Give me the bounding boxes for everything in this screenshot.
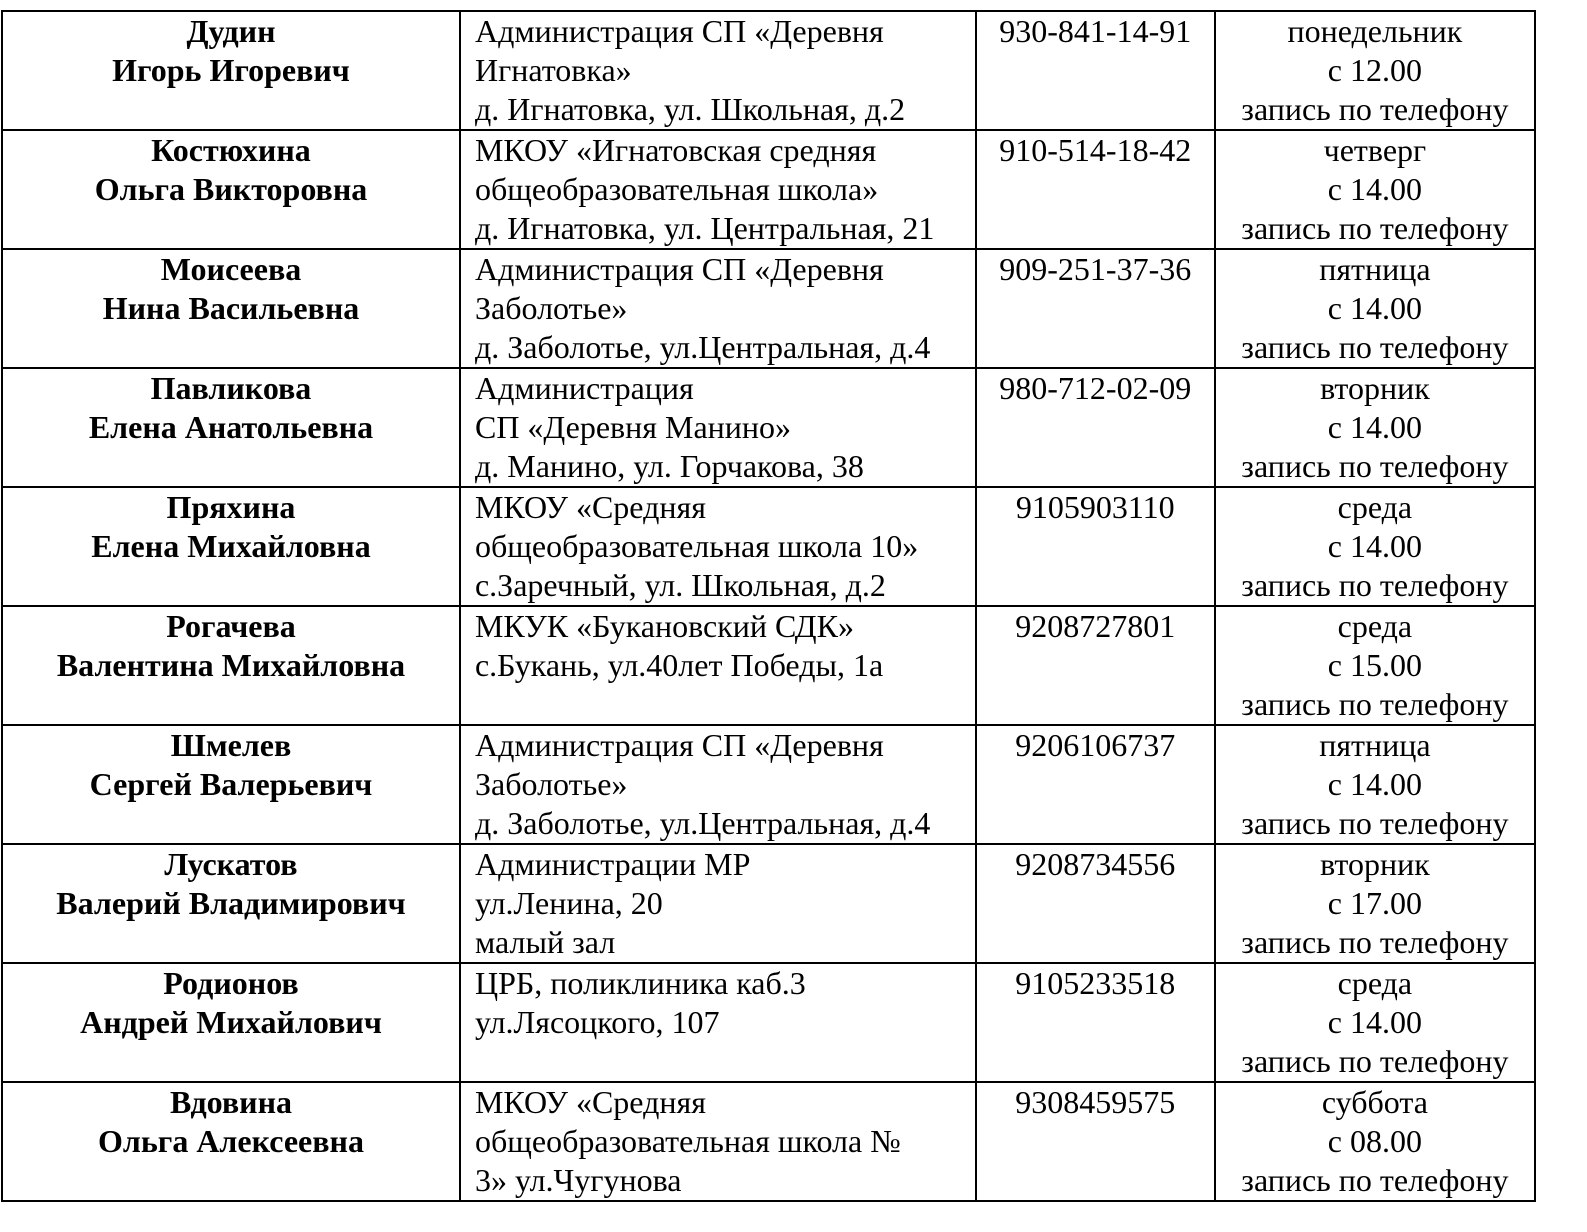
location-cell: [460, 249, 976, 368]
phone-cell: [976, 1082, 1215, 1201]
location-line: Заболотье»: [474, 766, 628, 802]
phone-number: 930-841-14-91: [999, 13, 1192, 49]
location-line: МКОУ «Средняя: [474, 489, 706, 525]
schedule-cell: [1215, 368, 1535, 487]
location-line: с.Букань, ул.40лет Победы, 1а: [474, 647, 884, 683]
location-line: д. Манино, ул. Горчакова, 38: [474, 448, 864, 484]
person-given-names: Валентина Михайловна: [56, 647, 406, 683]
table-row: [2, 130, 1535, 249]
location-line: ЦРБ, поликлиника каб.3: [474, 965, 806, 1001]
schedule-time: с 14.00: [1327, 171, 1422, 207]
schedule-day: четверг: [1323, 132, 1427, 168]
phone-cell: [976, 487, 1215, 606]
schedule-cell: [1215, 606, 1535, 725]
schedule-day: пятница: [1319, 251, 1431, 287]
person-surname: Лускатов: [164, 846, 298, 882]
schedule-day: пятница: [1319, 727, 1431, 763]
person-surname: Павликова: [150, 370, 312, 406]
location-cell: [460, 1082, 976, 1201]
schedule-cell: [1215, 249, 1535, 368]
schedule-cell: [1215, 725, 1535, 844]
table-row: [2, 725, 1535, 844]
location-line: Заболотье»: [474, 290, 628, 326]
schedule-note: запись по телефону: [1241, 1162, 1509, 1198]
phone-number: 9105903110: [1015, 489, 1175, 525]
person-given-names: Елена Анатольевна: [88, 409, 374, 445]
phone-number: 909-251-37-36: [999, 251, 1192, 287]
location-line: с.Заречный, ул. Школьная, д.2: [474, 567, 886, 603]
schedule-note: запись по телефону: [1241, 924, 1509, 960]
schedule-day: вторник: [1320, 846, 1430, 882]
location-line: Администрация СП «Деревня: [474, 251, 884, 287]
schedule-day: понедельник: [1287, 13, 1463, 49]
location-lines: [461, 250, 975, 367]
person-cell: [2, 606, 460, 725]
person-given-names: Валерий Владимирович: [56, 885, 406, 921]
person-cell: [2, 963, 460, 1082]
schedule-note: запись по телефону: [1241, 210, 1509, 246]
schedule-day: среда: [1337, 965, 1413, 1001]
person-surname: Пряхина: [166, 489, 296, 525]
phone-number: 9206106737: [1015, 727, 1176, 763]
person-given-names: Ольга Алексеевна: [98, 1123, 364, 1159]
phone-number: 980-712-02-09: [999, 370, 1192, 406]
schedule-time: с 15.00: [1327, 647, 1422, 683]
location-line: СП «Деревня Манино»: [474, 409, 792, 445]
person-cell: [2, 249, 460, 368]
table-row: [2, 11, 1535, 130]
person-surname: Шмелев: [170, 727, 292, 763]
location-line: Администрации МР: [474, 846, 751, 882]
phone-cell: [976, 606, 1215, 725]
person-given-names: Сергей Валерьевич: [89, 766, 373, 802]
schedule-cell: [1215, 130, 1535, 249]
person-cell: [2, 130, 460, 249]
schedule-note: запись по телефону: [1241, 805, 1509, 841]
person-surname: Родионов: [163, 965, 299, 1001]
schedule-cell: [1215, 11, 1535, 130]
location-line: малый зал: [474, 924, 616, 960]
location-line: МКУК «Букановский СДК»: [474, 608, 854, 644]
location-lines: [461, 12, 975, 129]
table-row: [2, 606, 1535, 725]
person-cell: [2, 11, 460, 130]
phone-cell: [976, 844, 1215, 963]
location-line: общеобразовательная школа 10»: [474, 528, 919, 564]
phone-number: 9208727801: [1015, 608, 1176, 644]
location-line: МКОУ «Игнатовская средняя: [474, 132, 877, 168]
phone-number: 9208734556: [1015, 846, 1176, 882]
schedule-day: среда: [1337, 608, 1413, 644]
schedule-cell: [1215, 487, 1535, 606]
person-cell: [2, 1082, 460, 1201]
location-lines: [461, 607, 975, 685]
location-line: д. Заболотье, ул.Центральная, д.4: [474, 805, 931, 841]
schedule-note: запись по телефону: [1241, 1043, 1509, 1079]
phone-cell: [976, 130, 1215, 249]
location-line: д. Игнатовка, ул. Центральная, 21: [474, 210, 935, 246]
schedule-time: с 14.00: [1327, 1004, 1422, 1040]
location-line: 3» ул.Чугунова: [474, 1162, 682, 1198]
phone-number: 910-514-18-42: [999, 132, 1192, 168]
phone-cell: [976, 725, 1215, 844]
table-row: [2, 1082, 1535, 1201]
location-cell: [460, 606, 976, 725]
schedule-day: суббота: [1321, 1084, 1428, 1120]
schedule-note: запись по телефону: [1241, 329, 1509, 365]
location-cell: [460, 725, 976, 844]
person-given-names: Ольга Викторовна: [94, 171, 368, 207]
location-line: д. Игнатовка, ул. Школьная, д.2: [474, 91, 906, 127]
location-line: Администрация СП «Деревня: [474, 727, 884, 763]
location-lines: [461, 131, 975, 248]
schedule-note: запись по телефону: [1241, 567, 1509, 603]
table-row: [2, 844, 1535, 963]
phone-cell: [976, 963, 1215, 1082]
location-cell: [460, 844, 976, 963]
location-lines: [461, 726, 975, 843]
phone-cell: [976, 11, 1215, 130]
location-line: Администрация СП «Деревня: [474, 13, 884, 49]
reception-schedule-table: [1, 10, 1536, 1202]
location-line: ул.Ленина, 20: [474, 885, 663, 921]
person-surname: Моисеева: [160, 251, 302, 287]
person-cell: [2, 368, 460, 487]
schedule-note: запись по телефону: [1241, 448, 1509, 484]
person-cell: [2, 487, 460, 606]
table-row: [2, 249, 1535, 368]
person-given-names: Андрей Михайлович: [80, 1004, 382, 1040]
location-cell: [460, 130, 976, 249]
location-line: общеобразовательная школа №: [474, 1123, 901, 1159]
location-line: общеобразовательная школа»: [474, 171, 879, 207]
person-surname: Вдовина: [169, 1084, 293, 1120]
location-line: Администрация: [474, 370, 694, 406]
schedule-time: с 14.00: [1327, 290, 1422, 326]
location-lines: [461, 1083, 975, 1200]
location-line: Игнатовка»: [474, 52, 632, 88]
schedule-time: с 08.00: [1327, 1123, 1422, 1159]
phone-number: 9308459575: [1015, 1084, 1176, 1120]
schedule-note: запись по телефону: [1241, 91, 1509, 127]
location-cell: [460, 963, 976, 1082]
location-line: МКОУ «Средняя: [474, 1084, 706, 1120]
location-cell: [460, 11, 976, 130]
schedule-note: запись по телефону: [1241, 686, 1509, 722]
person-given-names: Елена Михайловна: [91, 528, 371, 564]
location-lines: [461, 845, 975, 962]
schedule-day: среда: [1337, 489, 1413, 525]
location-cell: [460, 487, 976, 606]
schedule-time: с 14.00: [1327, 409, 1422, 445]
location-line: ул.Лясоцкого, 107: [474, 1004, 720, 1040]
person-cell: [2, 725, 460, 844]
schedule-time: с 14.00: [1327, 766, 1422, 802]
table-row: [2, 368, 1535, 487]
person-surname: Костюхина: [151, 132, 311, 168]
schedule-cell: [1215, 1082, 1535, 1201]
schedule-time: с 14.00: [1327, 528, 1422, 564]
location-lines: [461, 964, 975, 1042]
person-surname: Дудин: [186, 13, 276, 49]
schedule-cell: [1215, 963, 1535, 1082]
person-given-names: Нина Васильевна: [102, 290, 360, 326]
schedule-cell: [1215, 844, 1535, 963]
schedule-time: с 12.00: [1327, 52, 1422, 88]
person-cell: [2, 844, 460, 963]
location-cell: [460, 368, 976, 487]
location-lines: [461, 369, 975, 486]
schedule-day: вторник: [1320, 370, 1430, 406]
location-lines: [461, 488, 975, 605]
person-given-names: Игорь Игоревич: [112, 52, 350, 88]
phone-cell: [976, 368, 1215, 487]
phone-number: 9105233518: [1015, 965, 1176, 1001]
phone-cell: [976, 249, 1215, 368]
person-surname: Рогачева: [166, 608, 296, 644]
schedule-time: с 17.00: [1327, 885, 1422, 921]
location-line: д. Заболотье, ул.Центральная, д.4: [474, 329, 931, 365]
table-row: [2, 963, 1535, 1082]
table-row: [2, 487, 1535, 606]
table-body: [2, 11, 1535, 1201]
